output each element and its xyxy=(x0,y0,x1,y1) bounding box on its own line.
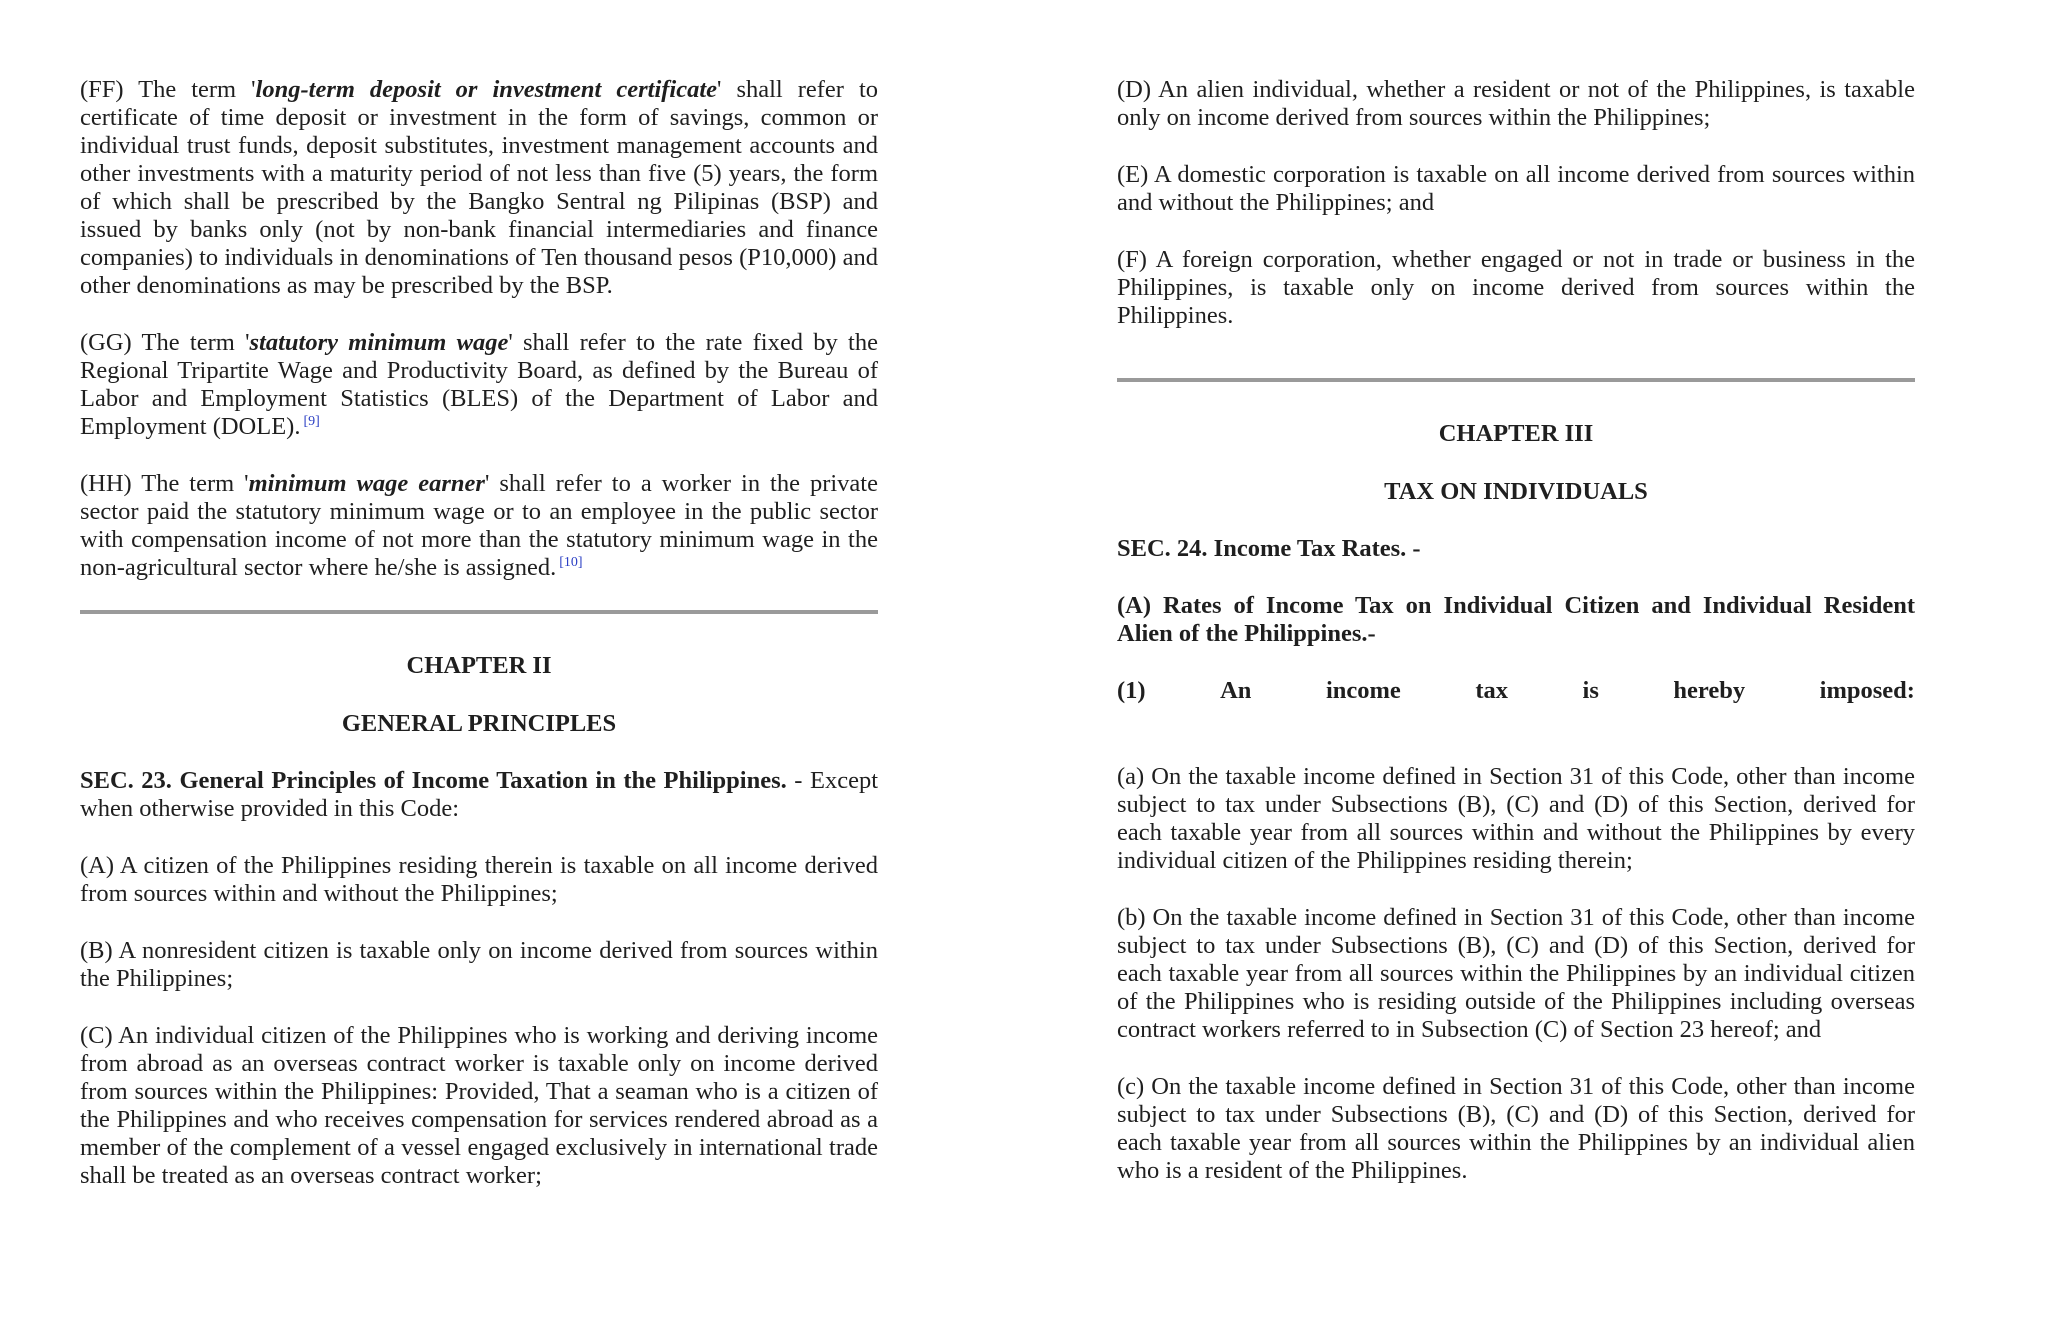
definition-ff-prefix: (FF) The term ' xyxy=(80,76,256,103)
imposition-word: imposed: xyxy=(1819,677,1915,704)
definition-hh-prefix: (HH) The term ' xyxy=(80,470,249,497)
rate-paragraph-c: (c) On the taxable income defined in Section 31 of this Code, other than income subject to tax under Subsections (B), (C) and (D) of this Section, derived for each taxable year from all sources within the Philippines by an individual alien who is a resident of the Philippines. xyxy=(1117,1073,1915,1184)
principle-e: (E) A domestic corporation is taxable on all income derived from sources within and without the Philippines; and xyxy=(1117,161,1915,216)
section-24-heading: SEC. 24. Income Tax Rates. - xyxy=(1117,535,1421,562)
right-column xyxy=(1117,76,1915,1185)
rate-paragraph-a: (a) On the taxable income defined in Section 31 of this Code, other than income subject to tax under Subsections (B), (C) and (D) of this Section, derived for each taxable year from all sources within and without the Philippines by every individual citizen of the Philippines residing therein; xyxy=(1117,763,1915,874)
chapter-heading: CHAPTER III xyxy=(1438,420,1594,447)
principle-f: (F) A foreign corporation, whether engaged or not in trade or business in the Philippines, is taxable only on income derived from sources within the Philippines. xyxy=(1117,246,1915,329)
definition-hh-body: ' shall refer to a worker in the private sector paid the statutory minimum wage or to an employee in the public sector with compensation income of not more than the statutory minimum wage in the non-agricultural sector where he/she is assigned. xyxy=(80,470,878,581)
imposition-word: (1) xyxy=(1117,677,1146,704)
section-23-intro xyxy=(80,767,878,823)
principle-a: (A) A citizen of the Philippines residing therein is taxable on all income derived from sources within and without the Philippines; xyxy=(80,852,878,907)
chapter-title: GENERAL PRINCIPLES xyxy=(341,710,617,737)
subsection-a-heading: (A) Rates of Income Tax on Individual Citizen and Individual Resident Alien of the Philippines.- xyxy=(1117,592,1915,647)
imposition-clause xyxy=(1117,677,1915,705)
chapter-title: TAX ON INDIVIDUALS xyxy=(1384,478,1648,505)
imposition-word: is xyxy=(1582,677,1599,704)
definition-gg xyxy=(80,329,878,441)
section-23-body: - Except when otherwise provided in this Code: xyxy=(80,767,878,822)
rate-paragraph-b: (b) On the taxable income defined in Section 31 of this Code, other than income subject to tax under Subsections (B), (C) and (D) of this Section, derived for each taxable year from all sources within the Philippines by an individual citizen of the Philippines who is residing outside of the Philippines including overseas contract workers referred to in Subsection (C) of Section 23 hereof; and xyxy=(1117,904,1915,1043)
principle-c: (C) An individual citizen of the Philippines who is working and deriving income from abroad as an overseas contract worker is taxable only on income derived from sources within the Philippines: Provided, That a seaman who is a citizen of the Philippines and who receives compensation for services rendered abroad as a member of the complement of a vessel engaged exclusively in international trade shall be treated as an overseas contract worker; xyxy=(80,1022,878,1189)
section-23-heading: SEC. 23. General Principles of Income Taxation in the Philippines. xyxy=(80,767,787,794)
definition-gg-body: ' shall refer to the rate fixed by the Regional Tripartite Wage and Productivity Board, as defined by the Bureau of Labor and Employment Statistics (BLES) of the Department of Labor and Employment (DOLE). xyxy=(80,329,878,440)
chapter-heading: CHAPTER II xyxy=(406,652,552,679)
definition-gg-prefix: (GG) The term ' xyxy=(80,329,250,356)
definition-gg-term: statutory minimum wage xyxy=(249,329,509,356)
footnote-link-10[interactable]: [10] xyxy=(559,554,583,570)
definition-hh xyxy=(80,470,878,582)
imposition-word: tax xyxy=(1475,677,1509,704)
imposition-word: An xyxy=(1220,677,1252,704)
left-column xyxy=(80,76,878,1190)
imposition-word: income xyxy=(1325,677,1401,704)
imposition-word: hereby xyxy=(1673,677,1746,704)
principle-d: (D) An alien individual, whether a resident or not of the Philippines, is taxable only on income derived from sources within the Philippines; xyxy=(1117,76,1915,131)
section-divider xyxy=(1117,378,1915,382)
definition-ff-body: ' shall refer to certificate of time deposit or investment in the form of savings, common or individual trust funds, deposit substitutes, investment management accounts and other investments with a maturity period of not less than five (5) years, the form of which shall be prescribed by the Bangko Sentral ng Pilipinas (BSP) and issued by banks only (not by non-bank financial intermediaries and finance companies) to individuals in denominations of Ten thousand pesos (P10,000) and other denominations as may be prescribed by the BSP. xyxy=(80,76,879,299)
principle-b: (B) A nonresident citizen is taxable only on income derived from sources within the Philippines; xyxy=(80,937,878,992)
definition-ff-term: long-term deposit or investment certificate xyxy=(255,76,718,103)
section-divider xyxy=(80,610,878,614)
definition-ff xyxy=(80,76,878,300)
definition-hh-term: minimum wage earner xyxy=(248,470,485,497)
footnote-link-9[interactable]: [9] xyxy=(303,413,320,429)
